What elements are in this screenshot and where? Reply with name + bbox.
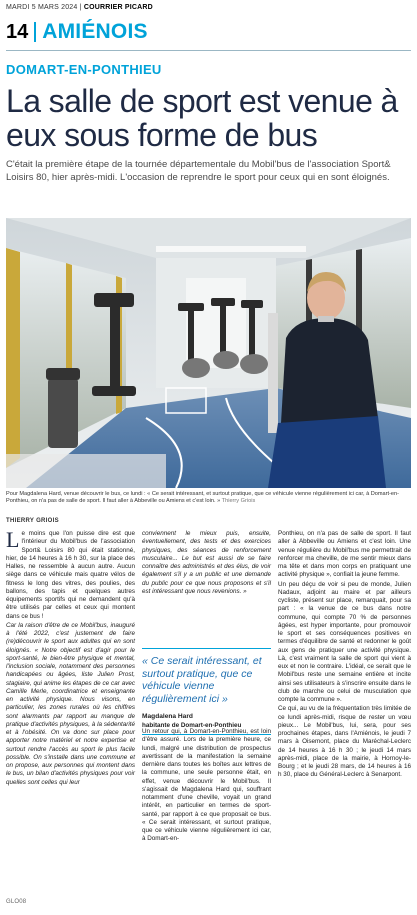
pull-quote-text: « Ce serait intéressant, et surtout pratique, que ce véhicule vienne régulièrement ici » [142, 655, 262, 705]
photo-credit: Thierry Griois [221, 498, 256, 505]
paragraph-intro [6, 527, 135, 621]
paragraph-deputy: Un peu déçu de voir si peu de monde, Julien Nadaux, adjoint au maire et par ailleurs cycliste, présent sur place, remarquait, pour sa part : « la venue de ce bus dans notre commune, qui compte 70 % de personnes âgées, est hyper importante, pour promouvoir le sport et ses conséquences positives en termes d'équilibre de santé et redonner le goût aux gens de pratiquer une activité physique. Là, c'est vraiment la salle de sport qui vient à eux et non le contraire. L'idéal, ce serait que le Mobil'bus reste une semaine entière et incite ainsi ses utilisateurs à s'inscrire ensuite dans le club de marche ou celui de musculation que compte la commune ». [278, 580, 411, 703]
paragraph-goals-continued: conviennent le mieux puis, ensuite, éventuellement, des tests et des exercices physiques, des séances de renforcement musculaire... Le but est aussi de se faire connaître des administrés et des élus, de voir également s'il y a un public et une demande du public pour ce que nous proposons et s'il est intéressant que nous revenions. » [142, 530, 271, 595]
article-kicker: DOMART-EN-PONTHIEU [6, 62, 162, 77]
folio-separator: | [79, 4, 84, 11]
pull-quote [142, 648, 271, 735]
paragraph-attendance: Un retour qui, à Domart-en-Ponthieu, est loin d'être assuré. Lors de la première heure, ce lundi, malgré une distribution de prospectus avertissant de la manifestation la semaine dernière dans toutes les boîtes aux lettres de la commune, une seule personne était, en effet, venue découvrir le Mobil'bus. Il s'agissait de Magdalena Hard qui, souffrant notamment d'une cheville, voyait un grand intérêt, en particulier en termes de sport-santé, par rapport à ce que proposait ce bus. « Ce serait intéressant, et surtout pratique, que ce véhicule vienne régulièrement ici car, à Domart-en- [142, 728, 271, 843]
section-title: AMIÉNOIS [42, 20, 148, 43]
page-bar [6, 18, 148, 46]
pull-quote-role: habitante de Domart-en-Ponthieu [142, 722, 242, 729]
paragraph-purpose: Car la raison d'être de ce Mobil'bus, inauguré à l'été 2022, c'est justement de faire (re)découvrir le sport aux adultes qui en sont éloignés. « Notre objectif est d'agir pour le sport-santé, le bien-être physique et mental, l'inclusion sociale, notamment des personnes handicapées ou âgées, liste Julien Prost, stagiaire, qui anime les étapes de ce car avec Camille Merle, coordinatrice et enseignante en activité physique. Nous visons, en particulier, les zones rurales où les chiffres sont alarmants par rapport au manque de pratique d'activités physiques, à la sédentarité et à l'obésité. On va donc sur place pour apporter notre matériel et notre expertise et surtout rendre l'accès au sport le plus facile possible. On s'installe dans une commune et on propose, aux personnes qui montent dans le bus, un bilan d'activités physiques pour voir quelles sont celles qui leur [6, 621, 135, 786]
page-footer-code: GLO08 [6, 899, 27, 905]
folio-line [6, 4, 153, 11]
column-1 [6, 527, 135, 788]
photo-caption [6, 491, 411, 505]
article-chapo: C'était la première étape de la tournée départementale du Mobil'bus de l'association Sport& Loisirs 80, hier après-midi. L'occasion de reprendre le sport pour ceux qui en sont éloignés. [6, 159, 391, 183]
column-3 [278, 530, 411, 781]
pull-quote-rule-top [142, 648, 271, 649]
paragraph-next-stops: Ce qui, au vu de la fréquentation très limitée de ce lundi après-midi, risque de rester un vœu pieux... Le Mobil'bus, lui, sera, pour ses prochaines étapes, dans l'Amiénois, le jeudi 7 mars à Oisemont, place du Maréchal-Leclerc de 14 heures à 16 h 30 ; le jeudi 14 mars après-midi, place de la mairie, à Hornoy-le-Bourg ; et le jeudi 28 mars, de 14 heures à 16 h 30, place du Général-Leclerc à Senarpont. [278, 705, 411, 779]
pull-quote-author: Magdalena Hard [142, 713, 193, 720]
page-separator [34, 22, 36, 42]
article-photo [6, 218, 411, 488]
byline: THIERRY GRIOIS [6, 518, 59, 524]
photo-caption-text: Pour Magdalena Hard, venue découvrir le bus, ce lundi : « Ce serait intéressant, et surtout pratique, que ce véhicule vienne régulièrement ici car, à Domart-en-Ponthieu, on n'a pas de salle de sport. Il faut aller à Abbeville ou Amiens et c'est loin. » [6, 491, 400, 505]
paragraph-quote-end: Ponthieu, on n'a pas de salle de sport. Il faut aller à Abbeville ou Amiens et c'est loin. Une venue régulière du Mobil'bus me permettrait de renforcer ma cheville, de me sentir mieux dans ma tête et dans mon corps en pratiquant une activité physique », confiait la jeune femme. [278, 530, 411, 579]
paragraph-intro-text: e moins que l'on puisse dire est que l'intérieur du Mobil'bus de l'association Sport& Loisirs 80 qui était stationné, hier, de 14 heures à 16 h 30, sur la place des Halles, ne ressemble à aucun autre. Aucun siège dans ce véhicule mais quatre vélos de fitness le long des vitres, des poulies, des ballons, des tapis et quelques autres équipements sportifs qui ne demandent qu'à être utilisés par celles et ceux qui montent dans ce bus ! [6, 530, 135, 620]
dropcap: L [6, 527, 20, 552]
page-number: 14 [6, 20, 29, 43]
column-2 [142, 530, 271, 597]
column-2-continued [142, 728, 271, 844]
page-header [0, 0, 417, 52]
folio-paper: COURRIER PICARD [83, 4, 153, 11]
article-headline: La salle de sport est venue à eux sous forme de bus [6, 83, 398, 153]
header-rule [6, 50, 411, 51]
bus-interior-illustration [6, 218, 411, 488]
folio-date: MARDI 5 MARS 2024 [6, 4, 78, 11]
